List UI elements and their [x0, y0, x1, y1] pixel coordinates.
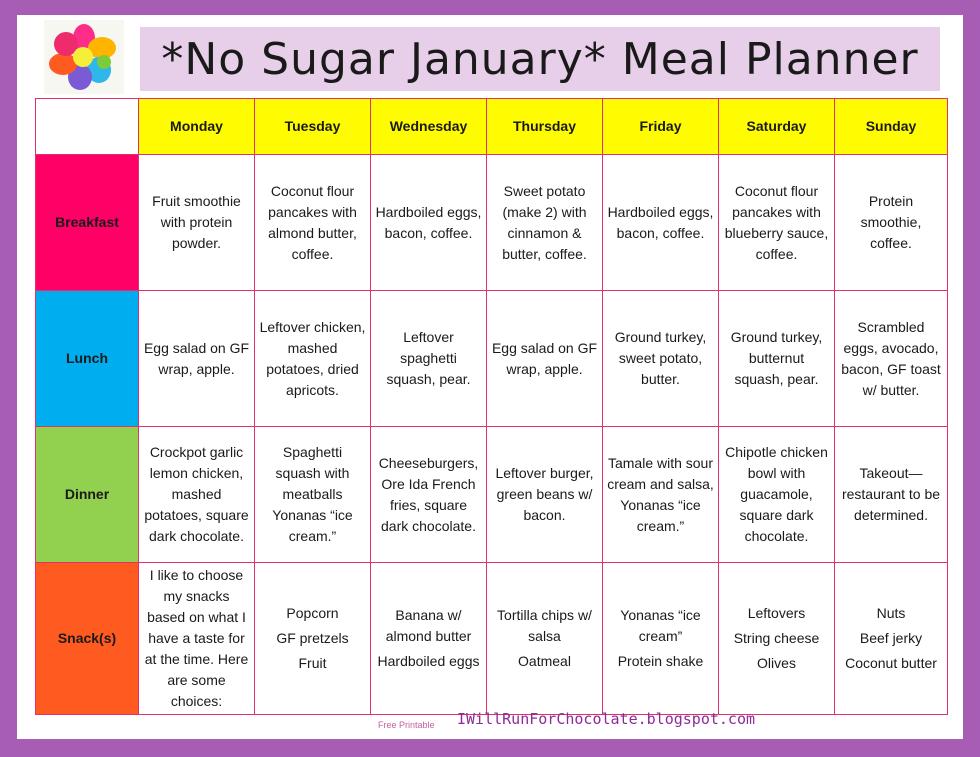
snack-item: Leftovers	[747, 605, 806, 621]
meal-cell: Cheeseburgers, Ore Ida French fries, square dark chocolate.	[371, 427, 487, 563]
snack-item: Yonanas “ice cream”	[620, 607, 701, 644]
day-header-sunday: Sunday	[835, 99, 948, 155]
flower-logo	[44, 20, 124, 94]
snack-cell	[835, 563, 948, 715]
meal-cell: Crockpot garlic lemon chicken, mashed potatoes, square dark chocolate.	[139, 427, 255, 563]
dinner-row	[36, 427, 948, 563]
corner-cell	[36, 99, 139, 155]
snack-cell	[487, 563, 603, 715]
meal-label-dinner: Dinner	[36, 427, 139, 563]
snack-item: Coconut butter	[845, 655, 937, 671]
lunch-row	[36, 291, 948, 427]
meal-cell: Ground turkey, sweet potato, butter.	[603, 291, 719, 427]
day-header-monday: Monday	[139, 99, 255, 155]
meal-cell: Chipotle chicken bowl with guacamole, square dark chocolate.	[719, 427, 835, 563]
snack-cell	[255, 563, 371, 715]
snack-item: Popcorn	[286, 605, 339, 621]
meal-cell: Scrambled eggs, avocado, bacon, GF toast w/ butter.	[835, 291, 948, 427]
meal-cell: Protein smoothie, coffee.	[835, 155, 948, 291]
snack-item: Oatmeal	[518, 653, 571, 669]
blog-url: IWillRunForChocolate.blogspot.com	[457, 710, 756, 728]
meal-cell: Egg salad on GF wrap, apple.	[487, 291, 603, 427]
rainbow-flower-logo-icon	[44, 20, 124, 94]
snack-item: Fruit	[298, 655, 327, 671]
meal-cell: Tamale with sour cream and salsa, Yonanas “ice cream.”	[603, 427, 719, 563]
snack-item: Banana w/ almond butter	[385, 607, 472, 644]
meal-planner-table	[35, 98, 948, 715]
snack-item: Olives	[757, 655, 796, 671]
meal-cell: Coconut flour pancakes with blueberry sauce, coffee.	[719, 155, 835, 291]
header-row	[36, 99, 948, 155]
meal-cell: Fruit smoothie with protein powder.	[139, 155, 255, 291]
snack-item: GF pretzels	[276, 630, 349, 646]
snack-cell	[719, 563, 835, 715]
meal-cell: Sweet potato (make 2) with cinnamon & butter, coffee.	[487, 155, 603, 291]
snack-item: Nuts	[876, 605, 906, 621]
snack-cell	[371, 563, 487, 715]
snack-cell	[603, 563, 719, 715]
meal-cell: Leftover spaghetti squash, pear.	[371, 291, 487, 427]
meal-cell: Ground turkey, butternut squash, pear.	[719, 291, 835, 427]
meal-cell: Leftover burger, green beans w/ bacon.	[487, 427, 603, 563]
meal-cell: Hardboiled eggs, bacon, coffee.	[371, 155, 487, 291]
meal-cell: Leftover chicken, mashed potatoes, dried apricots.	[255, 291, 371, 427]
title-banner	[140, 27, 940, 91]
page-title: *No Sugar January* Meal Planner	[161, 33, 919, 85]
day-header-wednesday: Wednesday	[371, 99, 487, 155]
day-header-thursday: Thursday	[487, 99, 603, 155]
free-printable-label: Free Printable	[378, 720, 435, 730]
meal-label-breakfast: Breakfast	[36, 155, 139, 291]
snacks-intro: I like to choose my snacks based on what I have a taste for at the time. Here are some choices:	[139, 563, 255, 715]
meal-cell: Egg salad on GF wrap, apple.	[139, 291, 255, 427]
meal-cell: Takeout—restaurant to be determined.	[835, 427, 948, 563]
snack-item: String cheese	[733, 630, 820, 646]
day-header-tuesday: Tuesday	[255, 99, 371, 155]
breakfast-row	[36, 155, 948, 291]
snack-item: Tortilla chips w/ salsa	[497, 607, 592, 644]
snacks-row	[36, 563, 948, 715]
meal-label-snacks: Snack(s)	[36, 563, 139, 715]
snack-item: Protein shake	[617, 653, 704, 669]
meal-cell: Hardboiled eggs, bacon, coffee.	[603, 155, 719, 291]
meal-cell: Coconut flour pancakes with almond butter, coffee.	[255, 155, 371, 291]
meal-label-lunch: Lunch	[36, 291, 139, 427]
meal-cell: Spaghetti squash with meatballs Yonanas “ice cream.”	[255, 427, 371, 563]
snack-item: Hardboiled eggs	[377, 653, 480, 669]
day-header-friday: Friday	[603, 99, 719, 155]
day-header-saturday: Saturday	[719, 99, 835, 155]
snack-item: Beef jerky	[859, 630, 923, 646]
